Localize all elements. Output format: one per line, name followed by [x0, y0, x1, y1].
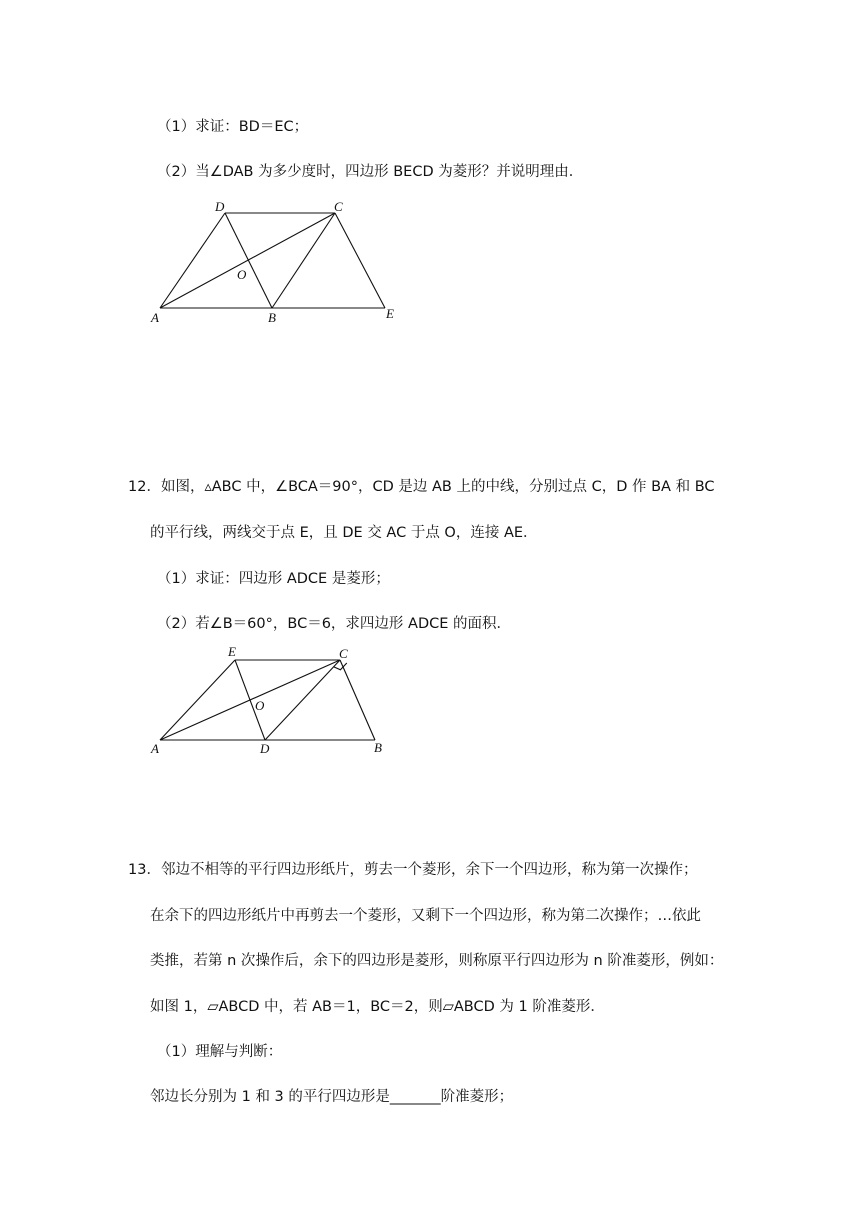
q12-label-a: A	[151, 741, 159, 756]
q12-label-c: C	[339, 646, 348, 661]
q11-part1: （1）求证：BD＝EC；	[157, 119, 309, 135]
q13-line4: 如图 1，▱ABCD 中，若 AB＝1，BC＝2，则▱ABCD 为 1 阶准菱形．	[150, 999, 605, 1015]
q12-label-b: B	[374, 740, 382, 755]
q12-line1: 12．如图，▵ABC 中，∠BCA＝90°，CD 是边 AB 上的中线，分别过点 C，D 作 BA 和 BC	[128, 479, 715, 495]
q12-line2: 的平行线，两线交于点 E，且 DE 交 AC 于点 O，连接 AE．	[150, 525, 538, 541]
q11-label-o: O	[237, 267, 247, 282]
q13-part1: （1）理解与判断：	[157, 1044, 283, 1060]
q11-part2: （2）当∠DAB 为多少度时，四边形 BECD 为菱形？并说明理由．	[157, 164, 584, 180]
q12-part1: （1）求证：四边形 ADCE 是菱形；	[157, 571, 390, 587]
q11-figure	[140, 195, 420, 330]
q11-label-d: D	[215, 199, 225, 214]
q12-part2: （2）若∠B＝60°，BC＝6，求四边形 ADCE 的面积．	[157, 616, 512, 632]
q12-label-o: O	[255, 698, 265, 713]
q12-label-e: E	[228, 644, 236, 659]
q13-line5: 邻边长分别为 1 和 3 的平行四边形是_______阶准菱形；	[150, 1089, 514, 1105]
q11-label-a: A	[151, 310, 159, 325]
q11-label-b: B	[268, 310, 276, 325]
q11-label-e: E	[386, 306, 394, 321]
q13-line1: 13．邻边不相等的平行四边形纸片，剪去一个菱形，余下一个四边形，称为第一次操作；	[128, 862, 698, 878]
q11-label-c: C	[334, 199, 343, 214]
q13-line2: 在余下的四边形纸片中再剪去一个菱形，又剩下一个四边形，称为第二次操作；…依此	[150, 908, 701, 924]
q12-figure	[140, 640, 400, 765]
q13-line3: 类推，若第 n 次操作后，余下的四边形是菱形，则称原平行四边形为 n 阶准菱形，例如：	[150, 953, 724, 969]
q12-label-d: D	[260, 741, 270, 756]
